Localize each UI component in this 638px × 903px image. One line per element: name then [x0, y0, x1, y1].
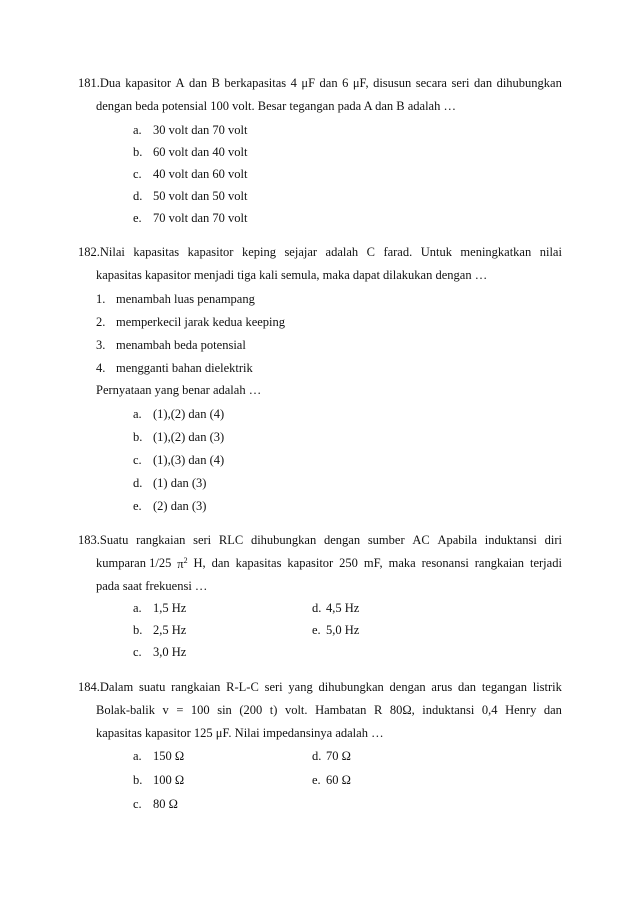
word: dengan [389, 680, 426, 694]
question-prompt: Pernyataan yang benar adalah … [96, 383, 262, 397]
option-text: 80 Ω [153, 797, 178, 811]
word: rangkaian [171, 680, 221, 694]
option-text: 150 Ω [153, 749, 185, 763]
question-text-line: kapasitas kapasitor menjadi tiga kali semula, maka dapat dilakukan dengan … [96, 268, 488, 282]
word: suatu [138, 680, 166, 694]
word: seri [264, 680, 283, 694]
word: 184.Dalam [78, 680, 134, 694]
option-label: a. [133, 407, 142, 421]
option-label: a. [133, 123, 142, 137]
word: dihubungkan [318, 680, 384, 694]
word: R [373, 703, 383, 717]
option-text: (1),(2) dan (4) [153, 407, 225, 421]
statement-text: menambah luas penampang [116, 292, 255, 306]
option-label: c. [133, 167, 142, 181]
option-label: b. [133, 145, 143, 159]
word: (200 [239, 703, 263, 717]
word: Untuk [420, 245, 452, 259]
option-b [133, 623, 186, 638]
word: listrik [532, 680, 562, 694]
word: 183.Suatu [78, 533, 129, 547]
word: dan [319, 76, 338, 90]
word: 182.Nilai [78, 245, 125, 259]
word: berkapasitas [224, 76, 287, 90]
word: keping [241, 245, 276, 259]
option-text: 2,5 Hz [153, 623, 187, 637]
option-label: b. [133, 430, 143, 444]
word: dihubungkan [496, 76, 562, 90]
option-a [133, 749, 184, 764]
word: 181.Dua [78, 76, 121, 90]
option-text: 60 volt dan 40 volt [153, 145, 248, 159]
word: terjadi [529, 556, 562, 570]
option-d [133, 476, 206, 491]
word: 0,4 [481, 703, 498, 717]
word: diri [544, 533, 562, 547]
word: A [175, 76, 185, 90]
option-text: 3,0 Hz [153, 645, 187, 659]
option-label: d. [133, 476, 143, 490]
option-text: 50 volt dan 50 volt [153, 189, 248, 203]
word: sin [217, 703, 232, 717]
word: maka [388, 556, 416, 570]
word: sejajar [284, 245, 318, 259]
pi-symbol: π2 [177, 556, 188, 571]
word: nilai [539, 245, 562, 259]
word: meningkatkan [460, 245, 532, 259]
option-label: b. [133, 623, 143, 637]
word: H, [193, 556, 206, 570]
word: μF, [352, 76, 369, 90]
word: 250 [339, 556, 358, 570]
word: sumber [367, 533, 405, 547]
statement-text: menambah beda potensial [116, 338, 246, 352]
option-text: 70 volt dan 70 volt [153, 211, 248, 225]
option-label: d. [133, 189, 143, 203]
word: 100 [190, 703, 210, 717]
word: kapasitor [187, 245, 234, 259]
word: kapasitas [235, 556, 282, 570]
option-a [133, 601, 186, 616]
option-c [133, 645, 186, 660]
statement-2 [96, 315, 285, 330]
word: R-L-C [226, 680, 259, 694]
question-text-line [78, 533, 562, 548]
option-text: 70 Ω [326, 749, 351, 763]
word: B [211, 76, 220, 90]
word: kapasitas [133, 245, 180, 259]
option-label: c. [133, 645, 142, 659]
statement-label: 1. [96, 292, 106, 306]
option-d [312, 749, 351, 764]
question-text-line [96, 556, 562, 572]
word: μF [301, 76, 316, 90]
word: rangkaian [136, 533, 186, 547]
word: volt. [284, 703, 308, 717]
option-text: (1),(3) dan (4) [153, 453, 225, 467]
statement-label: 3. [96, 338, 106, 352]
word: dihubungkan [250, 533, 317, 547]
option-a [133, 407, 224, 422]
word: kapasitor [125, 76, 172, 90]
word: = [176, 703, 184, 717]
question-text-line: dengan beda potensial 100 volt. Besar tegangan pada A dan B adalah … [96, 99, 456, 113]
word: secara [415, 76, 447, 90]
option-text: 30 volt dan 70 volt [153, 123, 248, 137]
word: dengan [323, 533, 361, 547]
option-e [133, 499, 206, 514]
exponent: 2 [183, 556, 188, 565]
option-text: 60 Ω [326, 773, 351, 787]
word: mF, [363, 556, 383, 570]
word: AC [412, 533, 430, 547]
word: dan [474, 76, 493, 90]
option-label: e. [312, 773, 321, 787]
word: RLC [218, 533, 244, 547]
word: t) [269, 703, 278, 717]
option-c [133, 453, 224, 468]
word: Bolak-balik [96, 703, 156, 717]
question-text-line [96, 703, 562, 718]
statement-label: 2. [96, 315, 106, 329]
text-segment: kumparan 1/25 [96, 556, 172, 570]
option-label: e. [133, 499, 142, 513]
word: induktansi [484, 533, 537, 547]
word: C [366, 245, 375, 259]
word: induktansi [422, 703, 475, 717]
option-label: b. [133, 773, 143, 787]
statement-text: mengganti bahan dielektrik [116, 361, 253, 375]
option-e [133, 211, 247, 226]
word: resonansi [421, 556, 469, 570]
word: v [162, 703, 169, 717]
statement-1 [96, 292, 255, 307]
word: 4 [290, 76, 297, 90]
word: dan [189, 76, 208, 90]
option-b [133, 145, 247, 160]
word: dan [543, 703, 562, 717]
word: 6 [342, 76, 349, 90]
option-b [133, 430, 224, 445]
option-c [133, 167, 247, 182]
option-label: d. [312, 601, 322, 615]
option-text: (1) dan (3) [153, 476, 207, 490]
statement-label: 4. [96, 361, 106, 375]
word: Henry [505, 703, 537, 717]
option-label: e. [312, 623, 321, 637]
option-label: d. [312, 749, 322, 763]
option-label: a. [133, 749, 142, 763]
word: Hambatan [315, 703, 367, 717]
word: disusun [373, 76, 412, 90]
option-text: 4,5 Hz [326, 601, 360, 615]
option-d [133, 189, 247, 204]
question-text-line [78, 680, 562, 695]
statement-3 [96, 338, 246, 353]
question-text-line: pada saat frekuensi … [96, 579, 208, 593]
option-text: (2) dan (3) [153, 499, 207, 513]
word: rangkaian [474, 556, 525, 570]
option-label: c. [133, 453, 142, 467]
word: yang [288, 680, 313, 694]
option-d [312, 601, 359, 616]
word: tegangan [481, 680, 527, 694]
word: seri [193, 533, 212, 547]
option-label: c. [133, 797, 142, 811]
option-c [133, 797, 178, 812]
word: adalah [325, 245, 359, 259]
option-b [133, 773, 184, 788]
option-label: e. [133, 211, 142, 225]
statement-4 [96, 361, 253, 376]
option-text: 5,0 Hz [326, 623, 360, 637]
option-e [312, 773, 351, 788]
question-text-line: kapasitas kapasitor 125 μF. Nilai impedansinya adalah … [96, 726, 384, 740]
option-text: 1,5 Hz [153, 601, 187, 615]
statement-text: memperkecil jarak kedua keeping [116, 315, 286, 329]
word: kapasitor [287, 556, 334, 570]
word: seri [451, 76, 470, 90]
word: dan [458, 680, 477, 694]
word: Apabila [437, 533, 478, 547]
question-text-line [78, 245, 562, 260]
option-e [312, 623, 359, 638]
word: dan [211, 556, 230, 570]
option-text: 100 Ω [153, 773, 185, 787]
option-label: a. [133, 601, 142, 615]
word: 80Ω, [389, 703, 415, 717]
option-text: (1),(2) dan (3) [153, 430, 225, 444]
option-text: 40 volt dan 60 volt [153, 167, 248, 181]
word: farad. [383, 245, 413, 259]
option-a [133, 123, 247, 138]
word: arus [431, 680, 453, 694]
question-text-line [78, 76, 562, 91]
